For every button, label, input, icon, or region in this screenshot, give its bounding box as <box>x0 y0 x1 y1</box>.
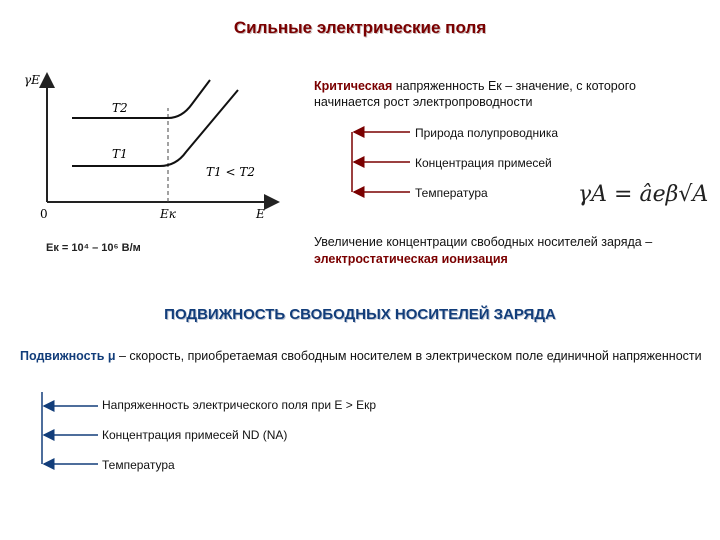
mobility-definition-text: – скорость, приобретаемая свободным носителем в электрическом поле единичной напряженности <box>115 349 702 363</box>
y-axis-label: γE <box>24 73 40 87</box>
ek-tick-label: Eк <box>160 207 176 221</box>
ionization-term: электростатическая ионизация <box>314 252 508 266</box>
critical-term: Критическая <box>314 79 393 93</box>
critical-field-definition <box>314 78 690 110</box>
critical-factor-3: Температура <box>415 186 488 200</box>
page-title: Сильные электрические поля <box>233 18 487 37</box>
formula-rhs: = âeβ√A <box>614 182 709 207</box>
x-axis-label: E <box>256 207 265 221</box>
critical-factor-2: Концентрация примесей <box>415 156 552 170</box>
ionization-note <box>314 234 714 268</box>
curve-t2-label: T2 <box>112 101 128 115</box>
mobility-term: Подвижность μ <box>20 349 116 363</box>
origin-label: 0 <box>40 207 48 221</box>
field-conductivity-graph <box>20 60 300 230</box>
mobility-definition <box>20 348 710 365</box>
curve-t1-label: T1 <box>112 147 128 161</box>
critical-definition-text: напряженность Eк – значение, с которого начинается рост электропроводности <box>314 79 636 109</box>
mobility-factors-bracket <box>36 392 106 472</box>
conductivity-formula <box>578 182 708 207</box>
mobility-factor-2: Концентрация примесей ND (NA) <box>102 428 288 442</box>
mobility-factor-3: Температура <box>102 458 175 472</box>
temperature-relation: T1 < T2 <box>206 165 255 179</box>
curve-t1 <box>72 90 238 166</box>
critical-factors-bracket <box>346 120 416 200</box>
critical-factor-1: Природа полупроводника <box>415 126 559 140</box>
formula-lhs: γA <box>578 182 608 207</box>
ionization-text: Увеличение концентрации свободных носителей заряда – <box>314 235 653 249</box>
mobility-factor-1: Напряженность электрического поля при E > Eкр <box>102 398 377 412</box>
curve-t2 <box>72 80 210 118</box>
mobility-heading: ПОДВИЖНОСТЬ СВОБОДНЫХ НОСИТЕЛЕЙ ЗАРЯДА <box>164 306 556 323</box>
ek-range: Eк = 10⁴ – 10⁶ В/м <box>46 242 141 254</box>
